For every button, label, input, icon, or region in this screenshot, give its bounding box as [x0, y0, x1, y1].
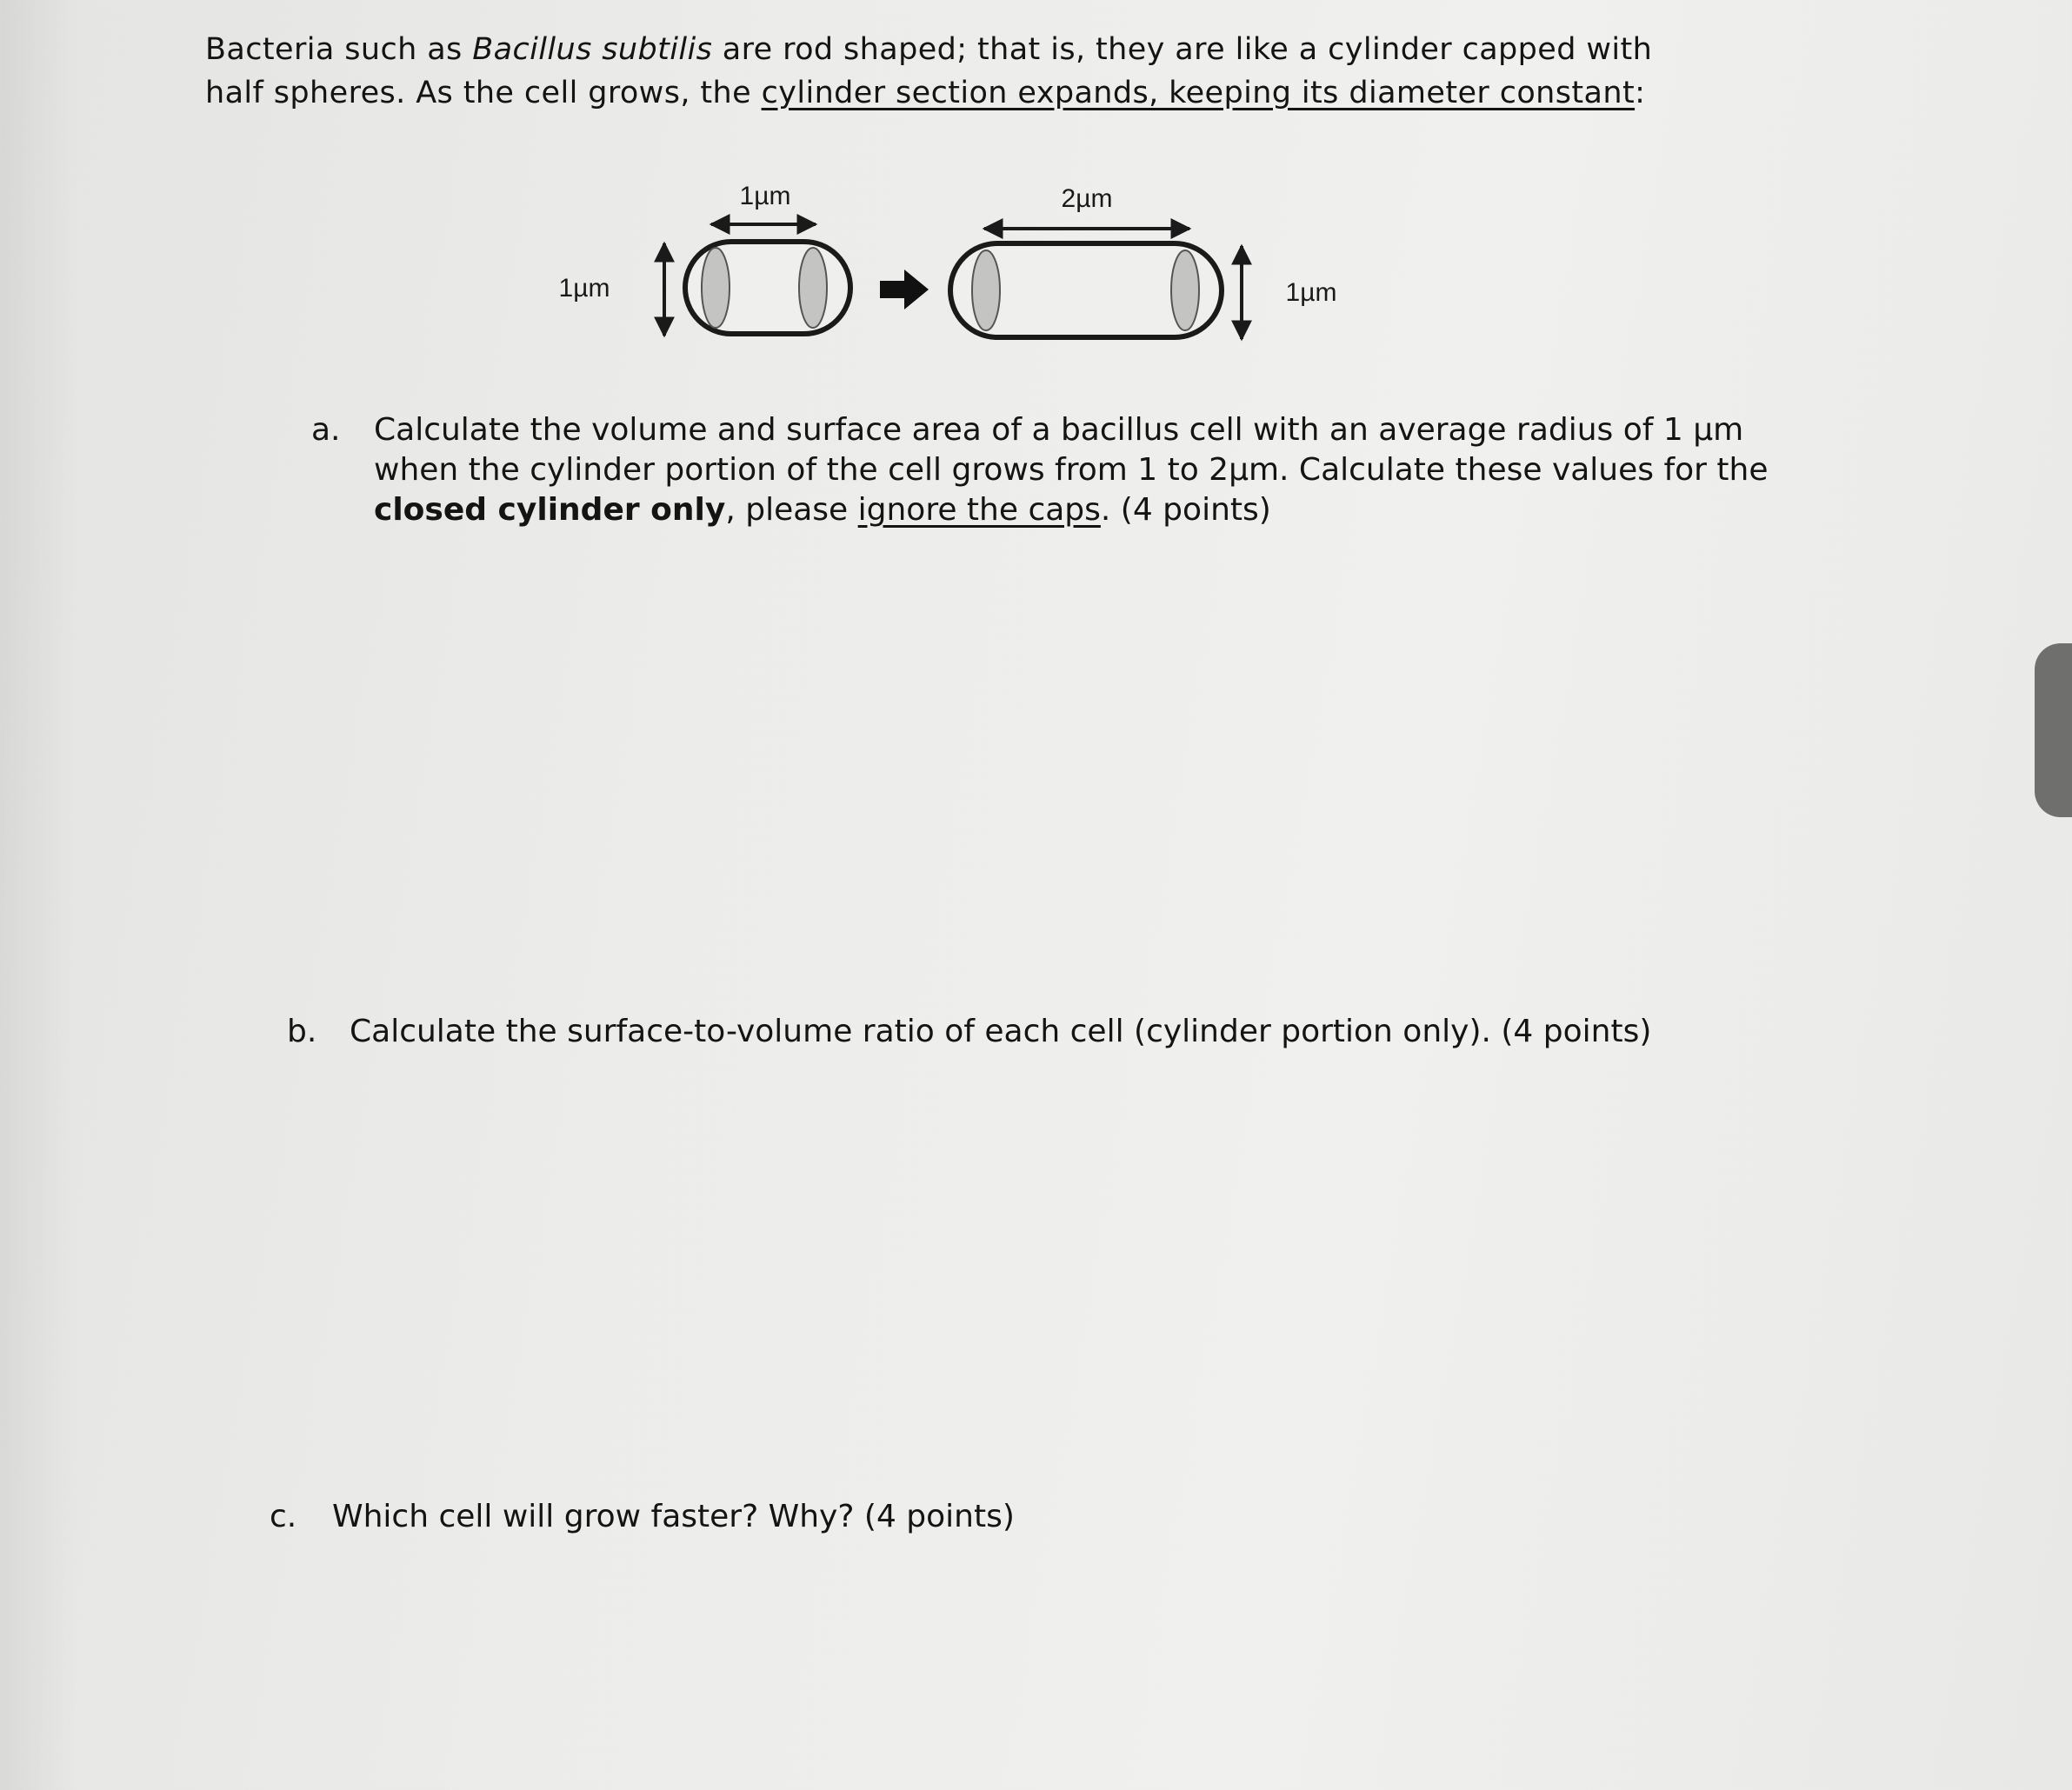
question-c	[270, 1497, 1636, 1537]
species-name: Bacillus subtilis	[472, 32, 713, 67]
small-cell	[685, 242, 850, 334]
small-cell-diameter-label: 1µm	[558, 274, 610, 303]
intro-text-2: are rod shaped; that is, they are like a cylinder capped with half spheres. As the cell grows, the	[205, 32, 1653, 110]
question-a-bold: closed cylinder only	[374, 492, 726, 528]
question-c-letter: c.	[270, 1499, 297, 1534]
question-a-text-3: . (4 points)	[1100, 492, 1271, 528]
large-cell	[950, 243, 1222, 337]
question-a-text-2: , please	[725, 492, 858, 528]
large-cell-length-label: 2µm	[1061, 184, 1113, 213]
question-b	[287, 1012, 1828, 1052]
small-cell-length-label: 1µm	[739, 182, 791, 210]
question-a	[311, 410, 1800, 530]
intro-text-1: Bacteria such as	[205, 32, 473, 67]
page-shadow	[0, 0, 78, 1790]
intro-underlined-text: cylinder section expands, keeping its diameter constant	[761, 76, 1636, 110]
question-a-underlined: ignore the caps	[857, 492, 1101, 528]
question-b-text: Calculate the surface-to-volume ratio of each cell (cylinder portion only). (4 points)	[350, 1014, 1652, 1049]
question-c-text: Which cell will grow faster? Why? (4 points)	[332, 1499, 1015, 1534]
question-a-letter: a.	[311, 412, 341, 448]
intro-paragraph	[205, 28, 1701, 115]
growth-arrow	[880, 269, 929, 309]
question-a-text-1: Calculate the volume and surface area of a bacillus cell with an average radius of 1 µm when the cylinder portion of the cell grows from 1 to 2µm. Calculate these values for the	[374, 412, 1769, 488]
binder-tab	[2035, 643, 2072, 817]
intro-text-end: :	[1635, 76, 1646, 110]
question-b-letter: b.	[287, 1014, 317, 1049]
large-cell-diameter-label: 1µm	[1285, 278, 1337, 307]
